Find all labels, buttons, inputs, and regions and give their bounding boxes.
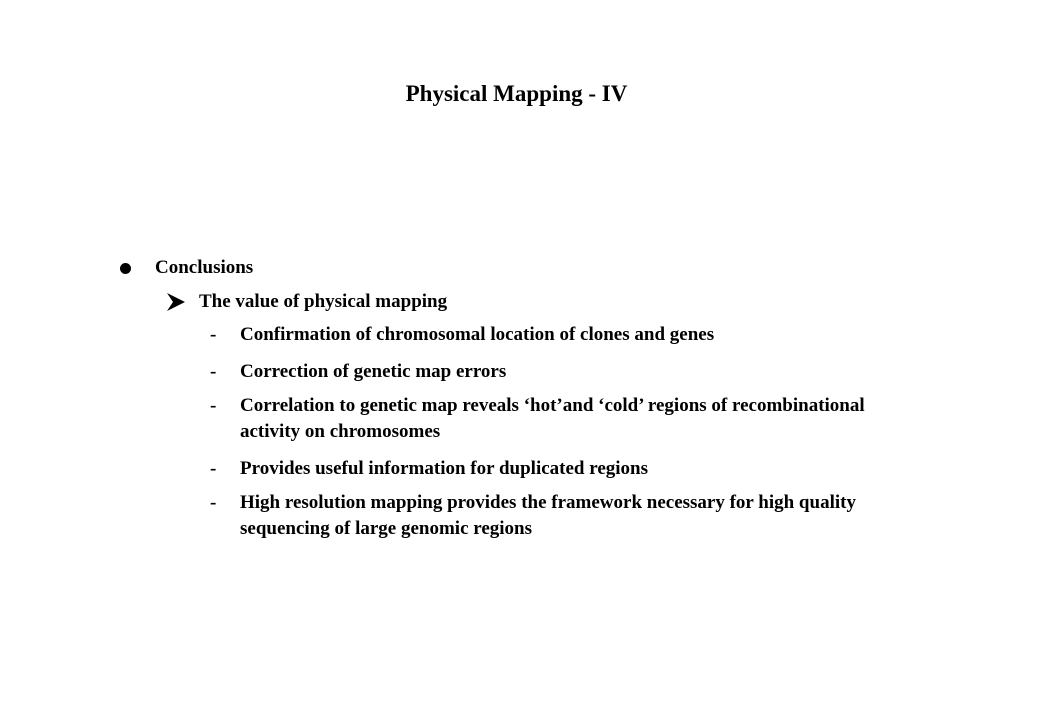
list-item-text: Correlation to genetic map reveals ‘hot’and ‘cold’ regions of recombinational activity on chromosomes (240, 395, 865, 442)
dash-marker: - (210, 324, 217, 345)
sub-bullet-value-label: The value of physical mapping (199, 291, 448, 312)
list-item-text: High resolution mapping provides the framework necessary for high quality sequencing of large genomic regions (240, 492, 856, 539)
list-item-text: Provides useful information for duplicated regions (240, 458, 648, 479)
dash-marker: - (210, 492, 217, 513)
bullet-conclusions-label: Conclusions (155, 257, 254, 278)
dash-marker: - (210, 458, 217, 479)
list-item-text: Confirmation of chromosomal location of clones and genes (240, 324, 715, 345)
dash-marker: - (210, 361, 217, 382)
bullet-circle-icon (120, 263, 131, 274)
dash-marker: - (210, 395, 217, 416)
arrow-right-icon (165, 292, 187, 312)
slide-title: Physical Mapping - IV (405, 81, 628, 106)
list-item-text: Correction of genetic map errors (240, 361, 507, 382)
